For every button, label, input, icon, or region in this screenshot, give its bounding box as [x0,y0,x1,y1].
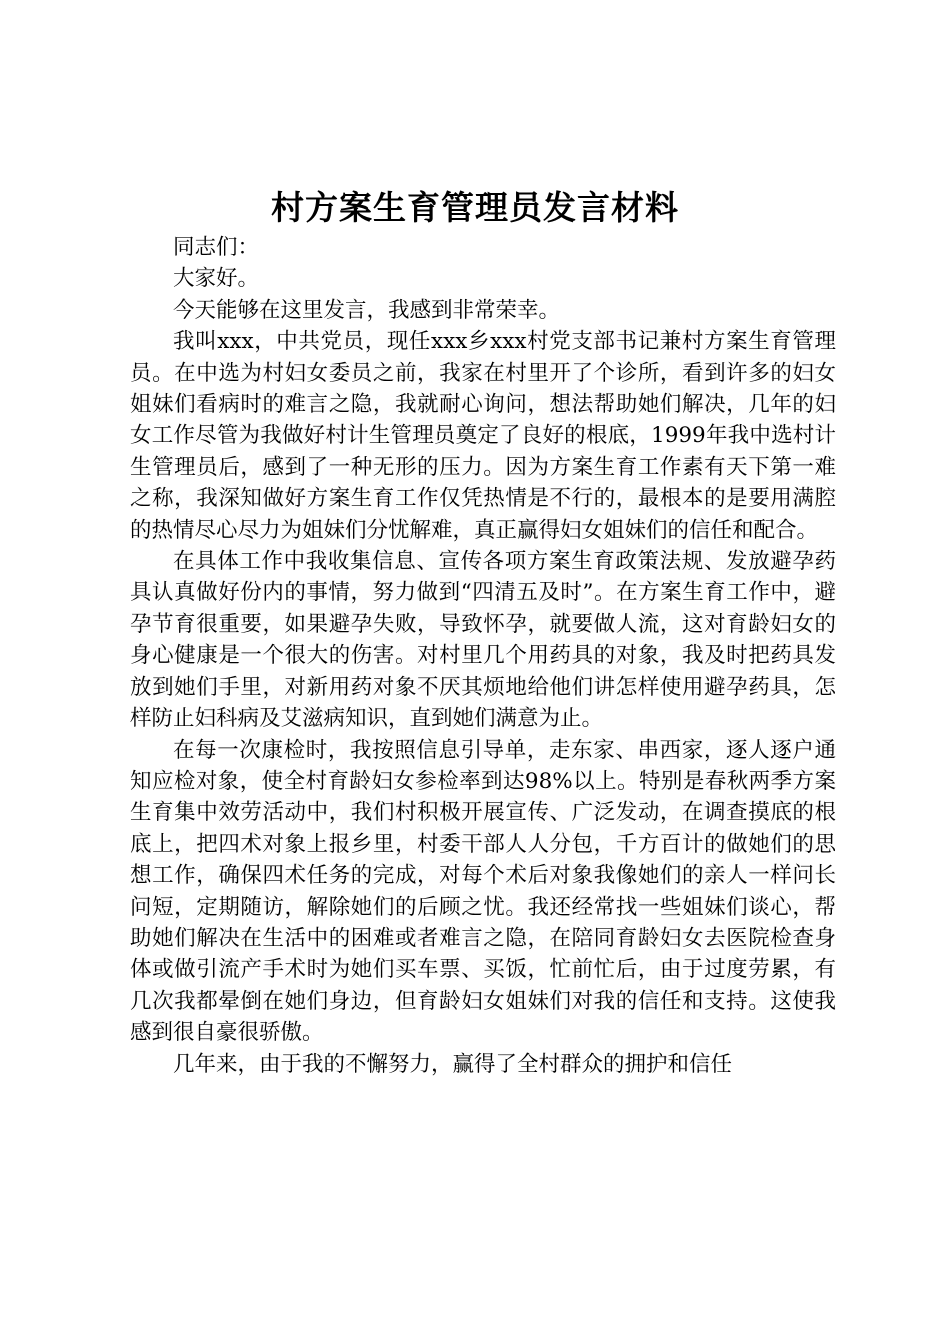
salutation-paragraph: 大家好。 [173,266,260,292]
health-check-paragraph: 在每一次康检时，我按照信息引导单，走东家、串西家，逐人逐户通知应检对象，使全村育龄妇女参检率到达98%以上。特别是春秋两季方案生育集中效劳活动中，我们村积极开展宣传、广泛发动，在调查摸底的根底上，把四术对象上报乡里，村委干部人人分包，千方百计的做她们的思想工作，确保四术任务的完成，对每个术后对象我像她们的亲人一样问长问短，定期随访，解除她们的后顾之忧。我还经常找一些姐妹们谈心，帮助她们解决在生活中的困难或者难言之隐，在陪同育龄妇女去医院检查身体或做引流产手术时为她们买车票、买饭，忙前忙后，由于过度劳累，有几次我都晕倒在她们身边，但育龄妇女姐妹们对我的信任和支持。这使我感到很自豪很骄傲。 [130,737,836,1046]
greeting-paragraph: 同志们： [173,235,260,260]
work-paragraph: 在具体工作中我收集信息、宣传各项方案生育政策法规、发放避孕药具认真做好份内的事情，努力做到“四清五及时”。在方案生育工作中，避孕节育很重要，如果避孕失败，导致怀孕，就要做人流，这对育龄妇女的身心健康是一个很大的伤害。对村里几个用药具的对象，我及时把药具发放到她们手里，对新用药对象不厌其烦地给他们讲怎样使用避孕药具，怎样防止妇科病及艾滋病知识，直到她们满意为止。 [130,549,836,732]
document-title: 村方案生育管理员发言材料 [271,188,679,227]
introduction-paragraph: 我叫xxx，中共党员，现任xxx乡xxx村党支部书记兼村方案生育管理员。在中选为村妇女委员之前，我家在村里开了个诊所，看到许多的妇女姐妹们看病时的难言之隐，我就耐心询问，想法帮助她们解决，几年的妇女工作尽管为我做好村计生管理员奠定了良好的根底，1999年我中选村计生管理员后，感到了一种无形的压力。因为方案生育工作素有天下第一难之称，我深知做好方案生育工作仅凭热情是不行的，最根本的是要用满腔的热情尽心尽力为姐妹们分忧解难，真正赢得妇女姐妹们的信任和配合。 [130,329,836,543]
document-body [130,232,836,1080]
closing-paragraph: 几年来，由于我的不懈努力，赢得了全村群众的拥护和信任 [173,1051,733,1077]
opening-paragraph: 今天能够在这里发言，我感到非常荣幸。 [173,297,561,323]
